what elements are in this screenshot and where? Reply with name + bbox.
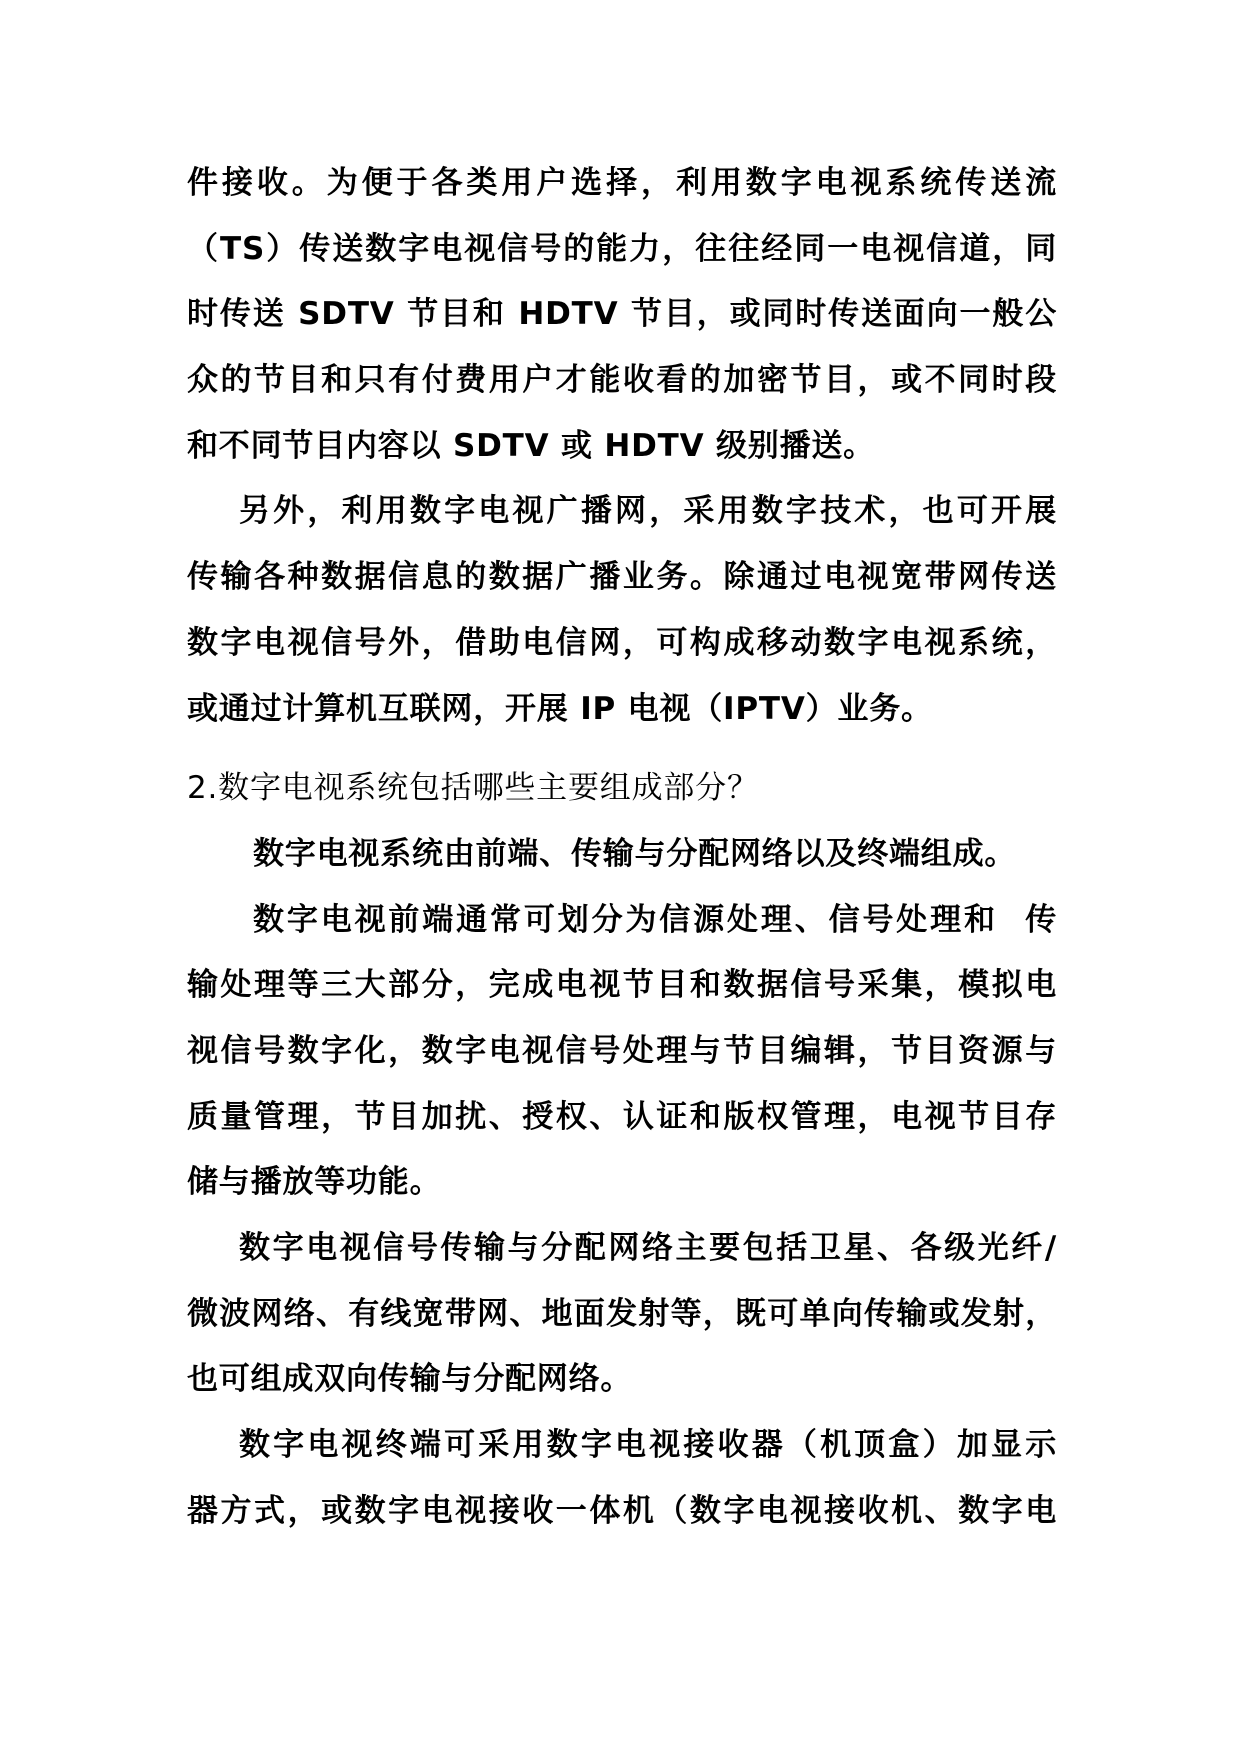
text-line: 微波网络、有线宽带网、地面发射等，既可单向传输或发射， xyxy=(187,1295,1057,1332)
text-line: 数字电视信号传输与分配网络主要包括卫星、各级光纤/ xyxy=(239,1230,1057,1266)
section-heading: 2.数字电视系统包括哪些主要组成部分？ xyxy=(187,770,759,807)
text-line: 时传送 SDTV 节目和 HDTV 节目，或同时传送面向一般公 xyxy=(187,296,1057,333)
text-line: 另外，利用数字电视广播网，采用数字技术，也可开展 xyxy=(239,493,1057,530)
text-line: 传输各种数据信息的数据广播业务。除通过电视宽带网传送 xyxy=(187,559,1057,596)
text-line: 众的节目和只有付费用户才能收看的加密节目，或不同时段 xyxy=(187,362,1057,399)
text-line: 和不同节目内容以 SDTV 或 HDTV 级别播送。 xyxy=(187,427,875,464)
text-line: 数字电视前端通常可划分为信源处理、信号处理和 传 xyxy=(253,901,1057,938)
paragraph-6 xyxy=(187,1421,1057,1552)
paragraph-5 xyxy=(187,1224,1057,1421)
text-line: 视信号数字化，数字电视信号处理与节目编辑，节目资源与 xyxy=(187,1032,1057,1069)
paragraph-spacer xyxy=(187,750,1057,764)
text-line: 件接收。为便于各类用户选择，利用数字电视系统传送流 xyxy=(187,165,1057,201)
text-line: 或通过计算机互联网，开展 IP 电视（IPTV）业务。 xyxy=(187,690,933,727)
text-line: 也可组成双向传输与分配网络。 xyxy=(187,1361,633,1398)
text-line: 器方式，或数字电视接收一体机（数字电视接收机、数字电 xyxy=(187,1492,1057,1529)
text-line: 数字电视系统由前端、传输与分配网络以及终端组成。 xyxy=(253,835,1017,872)
paragraph-2 xyxy=(187,487,1057,750)
text-line: 质量管理，节目加扰、授权、认证和版权管理，电视节目存 xyxy=(187,1098,1057,1135)
text-line: 数字电视终端可采用数字电视接收器（机顶盒）加显示 xyxy=(239,1427,1057,1464)
text-line: （TS）传送数字电视信号的能力，往往经同一电视信道，同 xyxy=(187,230,1057,267)
text-line: 输处理等三大部分，完成电视节目和数据信号采集，模拟电 xyxy=(187,967,1057,1004)
text-line: 储与播放等功能。 xyxy=(187,1164,442,1201)
paragraph-4 xyxy=(187,896,1057,1224)
paragraph-1 xyxy=(187,159,1057,487)
document-body xyxy=(187,159,1057,1552)
text-line: 数字电视信号外，借助电信网，可构成移动数字电视系统， xyxy=(187,624,1057,661)
paragraph-3 xyxy=(187,830,1057,896)
